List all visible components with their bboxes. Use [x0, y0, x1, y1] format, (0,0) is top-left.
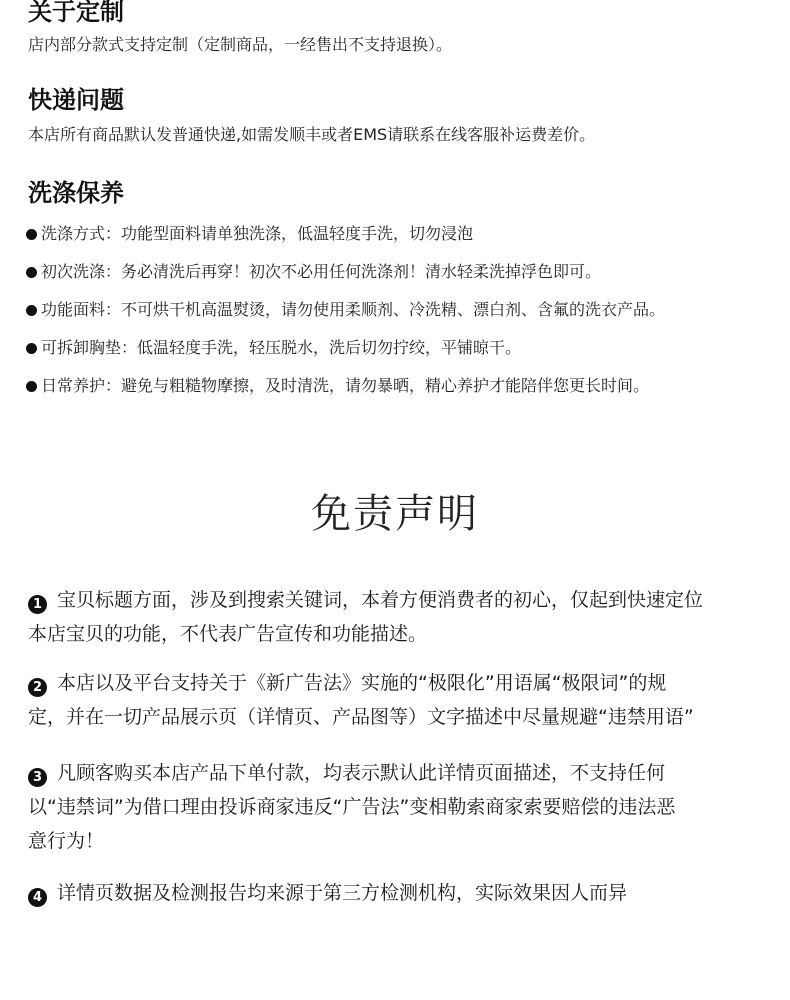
number-4-icon: 4 — [28, 888, 47, 907]
disclaimer-notice — [28, 756, 768, 858]
care-item — [26, 264, 601, 280]
number-1-icon: 1 — [28, 595, 47, 614]
number-2-icon: 2 — [28, 678, 47, 697]
care-item — [26, 378, 649, 394]
bullet-dot-icon — [26, 267, 37, 278]
bullet-dot-icon — [26, 381, 37, 392]
care-item-text: 初次洗涤：务必清洗后再穿！初次不必用任何洗涤剂！清水轻柔洗掉浮色即可。 — [41, 262, 602, 281]
notice-line: 意行为！ — [28, 830, 105, 852]
care-item-text: 日常养护：避免与粗糙物摩擦，及时清洗，请勿暴晒，精心养护才能陪伴您更长时间。 — [41, 376, 650, 395]
disclaimer-notice — [28, 876, 768, 910]
notice-text: 凡顾客购买本店产品下单付款，均表示默认此详情页面描述，不支持任何 — [57, 762, 666, 784]
care-section-title: 洗涤保养 — [28, 179, 124, 207]
bullet-dot-icon — [26, 305, 37, 316]
notice-line: 以“违禁词”为借口理由投诉商家违反“广告法”变相勒索商家索要赔偿的违法恶 — [28, 796, 676, 818]
bullet-dot-icon — [26, 229, 37, 240]
notice-line: 本店宝贝的功能，不代表广告宣传和功能描述。 — [28, 623, 428, 645]
bullet-dot-icon — [26, 343, 37, 354]
disclaimer-notice — [28, 583, 768, 651]
care-item — [26, 302, 665, 318]
notice-line — [28, 756, 768, 790]
notice-line — [28, 876, 768, 910]
disclaimer-title: 免责声明 — [311, 491, 479, 537]
number-3-icon: 3 — [28, 768, 47, 787]
notice-line — [28, 666, 768, 700]
disclaimer-notice — [28, 666, 768, 734]
shipping-section-text: 本店所有商品默认发普通快递,如需发顺丰或者EMS请联系在线客服补运费差价。 — [28, 125, 596, 144]
notice-line: 定，并在一切产品展示页（详情页、产品图等）文字描述中尽量规避“违禁用语” — [28, 706, 694, 728]
shipping-section-title: 快递问题 — [28, 86, 124, 114]
care-item — [26, 226, 473, 242]
care-item-text: 功能面料：不可烘干机高温熨烫，请勿使用柔顺剂、冷洗精、漂白剂、含氟的洗衣产品。 — [41, 300, 666, 319]
notice-text: 宝贝标题方面，涉及到搜索关键词，本着方便消费者的初心，仅起到快速定位 — [57, 589, 704, 611]
care-item — [26, 340, 521, 356]
notice-text: 详情页数据及检测报告均来源于第三方检测机构，实际效果因人而异 — [57, 882, 628, 904]
notice-text: 本店以及平台支持关于《新广告法》实施的“极限化”用语属“极限词”的规 — [57, 672, 667, 694]
care-item-text: 可拆卸胸垫：低温轻度手洗，轻压脱水，洗后切勿拧绞，平铺晾干。 — [41, 338, 522, 357]
custom-section-text: 店内部分款式支持定制（定制商品，一经售出不支持退换）。 — [28, 35, 453, 54]
custom-section-title: 关于定制 — [28, 0, 124, 26]
care-item-text: 洗涤方式：功能型面料请单独洗涤，低温轻度手洗，切勿浸泡 — [41, 224, 474, 243]
notice-line — [28, 583, 768, 617]
